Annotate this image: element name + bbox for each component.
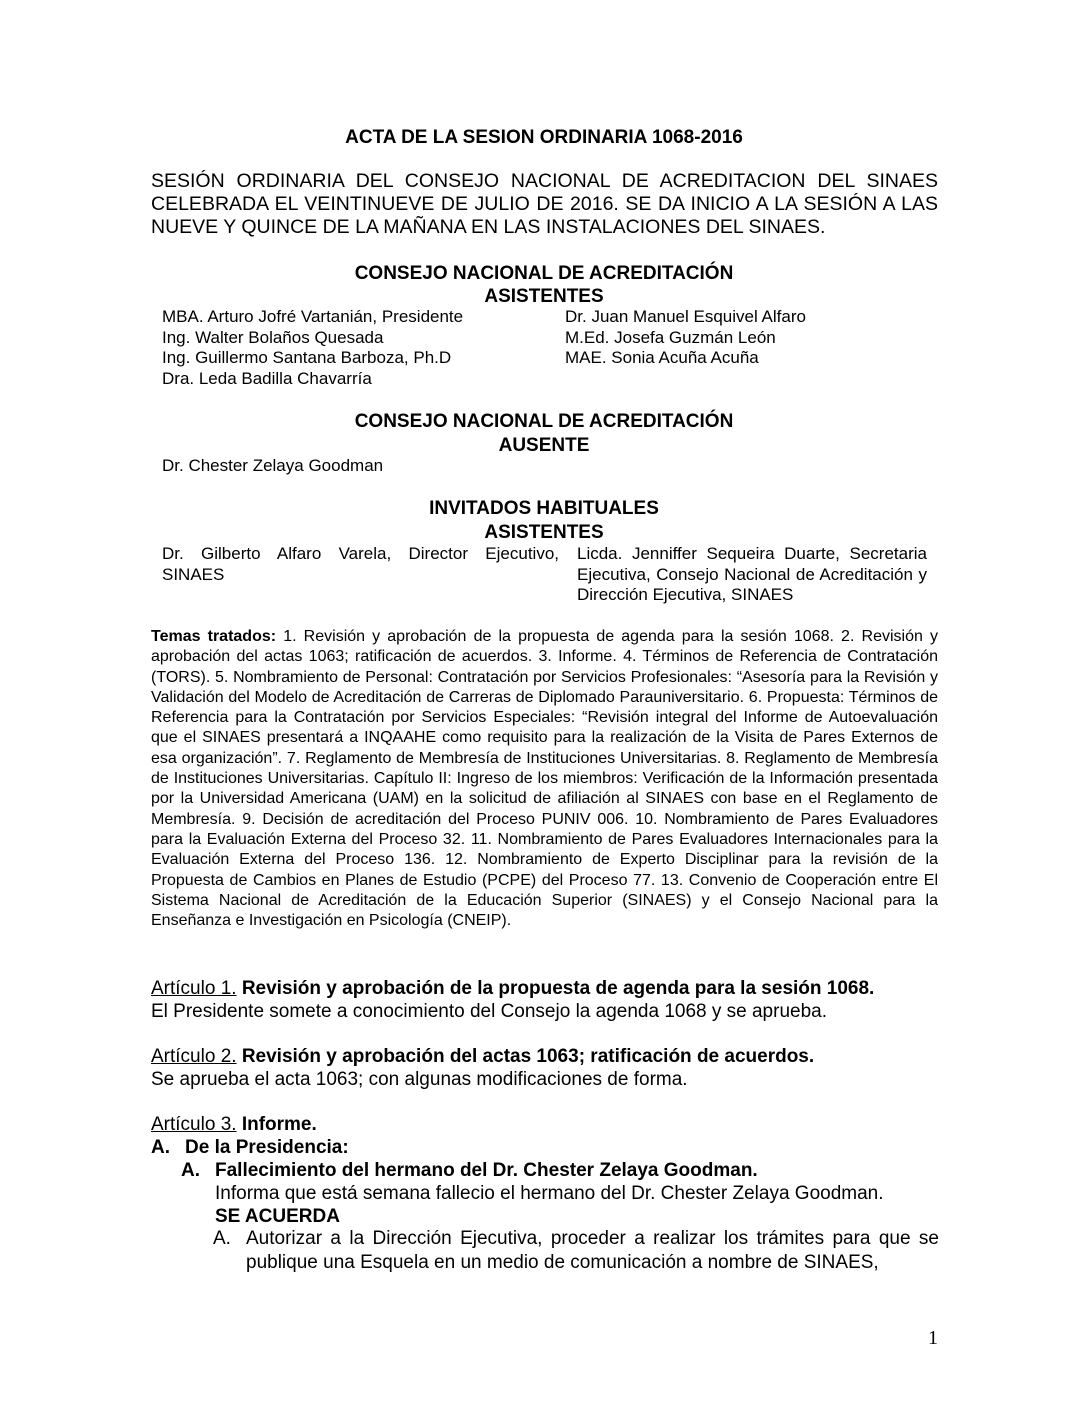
articulo-1-heading	[151, 977, 874, 1000]
invitados-subheading: ASISTENTES	[484, 522, 604, 543]
articulo-2-heading	[151, 1045, 814, 1068]
consejo-ausente-heading: CONSEJO NACIONAL DE ACREDITACIÓN	[354, 411, 734, 432]
attendee-name: Ing. Walter Bolaños Quesada	[162, 327, 384, 347]
articulo-2-label: Artículo 2.	[151, 1046, 237, 1067]
page-number: 1	[928, 1327, 938, 1349]
invitados-heading: INVITADOS HABITUALES	[429, 498, 659, 519]
section-marker: A.	[151, 1137, 170, 1158]
absent-member-name: Dr. Chester Zelaya Goodman	[162, 456, 384, 475]
consejo-heading: CONSEJO NACIONAL DE ACREDITACIÓN	[354, 263, 734, 284]
invitado-right: Licda. Jenniffer Sequeira Duarte, Secretaria Ejecutiva, Consejo Nacional de Acreditación y Dirección Ejecutiva, SINAES	[577, 544, 927, 604]
consejo-ausente-subheading: AUSENTE	[498, 435, 590, 456]
section-title: De la Presidencia:	[185, 1137, 349, 1158]
attendee-name: M.Ed. Josefa Guzmán León	[565, 327, 776, 347]
attendee-name: Dr. Juan Manuel Esquivel Alfaro	[565, 307, 806, 326]
consejo-asistentes-subheading: ASISTENTES	[484, 286, 604, 307]
articulo-2-title: Revisión y aprobación del actas 1063; ratificación de acuerdos.	[236, 1046, 815, 1067]
item-marker: A.	[181, 1160, 200, 1181]
consejo-asistentes-right-column	[565, 307, 806, 369]
se-acuerda-label: SE ACUERDA	[215, 1206, 340, 1227]
attendee-name: Dra. Leda Badilla Chavarría	[162, 368, 372, 388]
acuerdo-text: Autorizar a la Dirección Ejecutiva, proceder a realizar los trámites para que se publique una Esquela en un medio de comunicación a nombre de SINAES,	[246, 1228, 939, 1273]
attendee-name: Ing. Guillermo Santana Barboza, Ph.D	[162, 348, 452, 367]
consejo-ausente-list	[162, 456, 383, 477]
articulo-1-body: El Presidente somete a conocimiento del Consejo la agenda 1068 y se aprueba.	[151, 1001, 827, 1022]
item-title: Fallecimiento del hermano del Dr. Chester Zelaya Goodman.	[215, 1160, 758, 1181]
item-heading	[181, 1159, 758, 1182]
articulo-3-title: Informe.	[236, 1114, 317, 1135]
acuerdo-item	[213, 1227, 939, 1275]
articulo-3-label: Artículo 3.	[151, 1114, 237, 1135]
attendee-name: MAE. Sonia Acuña Acuña	[565, 348, 759, 367]
articulo-1-label: Artículo 1.	[151, 978, 237, 999]
articulo-3-heading	[151, 1113, 317, 1136]
consejo-asistentes-left-column	[162, 307, 463, 389]
acuerdo-marker: A.	[213, 1228, 231, 1249]
articulo-1-title: Revisión y aprobación de la propuesta de agenda para la sesión 1068.	[236, 978, 875, 999]
attendee-name: MBA. Arturo Jofré Vartanián, Presidente	[162, 307, 464, 326]
temas-label: Temas tratados:	[151, 628, 277, 645]
articulo-2-body: Se aprueba el acta 1063; con algunas modificaciones de forma.	[151, 1069, 688, 1090]
presidencia-section	[151, 1136, 349, 1159]
document-title: ACTA DE LA SESION ORDINARIA 1068-2016	[345, 127, 743, 148]
item-body: Informa que está semana fallecio el hermano del Dr. Chester Zelaya Goodman.	[215, 1183, 884, 1204]
invitado-left: Dr. Gilberto Alfaro Varela, Director Ejecutivo, SINAES	[162, 544, 559, 584]
session-intro: SESIÓN ORDINARIA DEL CONSEJO NACIONAL DE ACREDITACION DEL SINAES CELEBRADA EL VEINTINUEVE DE JULIO DE 2016. SE DA INICIO A LA SESIÓN A LAS NUEVE Y QUINCE DE LA MAÑANA EN LAS INSTALACIONES DEL SINAES.	[151, 170, 938, 238]
temas-text: 1. Revisión y aprobación de la propuesta de agenda para la sesión 1068. 2. Revisión y aprobación del actas 1063; ratificación de acuerdos. 3. Informe. 4. Términos de Referencia de Contratación (TORS). 5. Nombramiento de Personal: Contratación por Servicios Profesionales: “Asesoría para la Revisión y Validación del Modelo de Acreditación de Carreras de Diplomado Parauniversitario. 6. Propuesta: Términos de Referencia para la Contratación por Servicios Especiales: “Revisión integral del Informe de Autoevaluación que el SINAES presentará a INQAAHE como requisito para la realización de la Visita de Pares Externos de esa organización”. 7. Reglamento de Membresía de Instituciones Universitarias. 8. Reglamento de Membresía de Instituciones Universitarias. Capítulo II: Ingreso de los miembros: Verificación de la Información presentada por la Universidad Americana (UAM) en la solicitud de afiliación al SINAES con base en el Reglamento de Membresía. 9. Decisión de acreditación del Proceso PUNIV 006. 10. Nombramiento de Pares Evaluadores para la Evaluación Externa del Proceso 32. 11. Nombramiento de Pares Evaluadores Internacionales para la Evaluación Externa del Proceso 136. 12. Nombramiento de Experto Disciplinar para la revisión de la Propuesta de Cambios en Planes de Estudio (PCPE) del Proceso 77. 13. Convenio de Cooperación entre El Sistema Nacional de Acreditación de la Educación Superior (SINAES) y el Consejo Nacional para la Enseñanza e Investigación en Psicología (CNEIP).	[151, 628, 939, 930]
temas-tratados	[151, 627, 938, 931]
